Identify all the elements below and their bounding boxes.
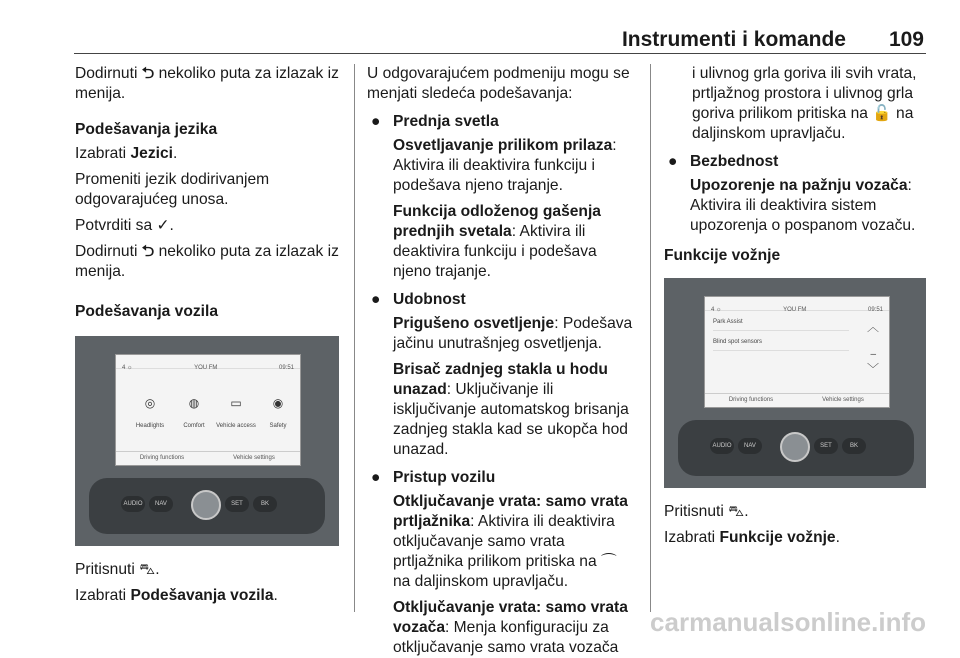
set-button[interactable]: SET [814, 438, 838, 454]
language-settings-heading: Podešavanja jezika [75, 121, 218, 138]
page-number: 109 [888, 28, 924, 51]
volume-knob[interactable] [191, 490, 221, 520]
language-change-text: Promeniti jezik dodirivanjem odgovarajućeg unosa. [75, 171, 270, 208]
watermark: carmanualsonline.info [650, 607, 926, 637]
bullet-safety: ● Bezbednost Upozorenje na pažnju vozača: Aktivira ili deaktivira sistem upozorenja o pospanom vozaču. [668, 153, 916, 234]
column-3 [664, 64, 930, 558]
exit-menu-text-2: Dodirnuti ⮌ nekoliko puta za izlazak iz menija. [75, 243, 339, 280]
select-vehicle-settings-text: Izabrati Podešavanja vozila. [75, 587, 278, 604]
bk-button[interactable]: BK [253, 496, 277, 512]
column-divider-2 [650, 64, 651, 612]
trunk-key-icon: ⌒ [601, 553, 617, 570]
tab-driving-functions[interactable]: Driving functions [728, 397, 774, 403]
tab-driving-functions[interactable]: Driving functions [139, 455, 185, 461]
exit-menu-text: Dodirnuti ⮌ nekoliko puta za izlazak iz menija. [75, 65, 339, 102]
scroll-indicator: – [870, 349, 876, 360]
touch-screen: 4 ☼ YOU FM 09:51 Park Assist Blind spot sensors ︿ – ﹀ Driving functions Vehicle settings [704, 296, 890, 408]
column-2 [367, 64, 637, 658]
nav-button[interactable]: NAV [738, 438, 762, 454]
list-item-park-assist[interactable]: Park Assist [713, 313, 849, 331]
chapter-title: Instrumenti i komande [621, 28, 846, 51]
volume-knob[interactable] [780, 432, 810, 462]
page-header [74, 26, 926, 54]
comfort-icon[interactable]: ◍ Comfort [183, 396, 205, 429]
car-settings-icon: ⛍ [728, 503, 745, 520]
chevron-down-icon[interactable]: ﹀ [866, 362, 879, 376]
bullet-headlights: ● Prednja svetla Osvetljavanje prilikom prilaza: Aktivira ili deaktivira funkciju i podešava njeno trajanje. Funkcija odloženog gašenja prednjih svetala: Aktivira ili deaktivira funkciju i podešava njeno trajanje. [371, 113, 617, 280]
tab-vehicle-settings[interactable]: Vehicle settings [233, 455, 275, 461]
audio-button[interactable]: AUDIO [710, 438, 734, 454]
press-settings-text: Pritisnuti ⛍. [75, 561, 160, 578]
car-settings-icon: ⛍ [139, 561, 156, 578]
nav-button[interactable]: NAV [149, 496, 173, 512]
set-button[interactable]: SET [225, 496, 249, 512]
driving-functions-heading: Funkcije vožnje [664, 247, 781, 264]
bullet-comfort: ● Udobnost Prigušeno osvetljenje: Podešava jačinu unutrašnjeg osvetljenja. Brisač zadnjeg stakla u hodu unazad: Uključivanje ili isključivanje automatskog brisanja zadnjeg stakla kad se ukopča hod unazad. [371, 291, 633, 458]
language-select-text: Izabrati Jezici. [75, 145, 178, 162]
submenu-intro: U odgovarajućem podmeniju mogu se menjati sledeća podešavanja: [367, 65, 630, 102]
tab-vehicle-settings[interactable]: Vehicle settings [822, 397, 864, 403]
touch-screen: 4 ☼ YOU FM 09:51 ◎ Headlights ◍ Comfort ▭ Vehicle access ◉ Safety Driving functions Vehicle settings [115, 354, 301, 466]
unlock-key-icon: 🔓 [872, 105, 892, 122]
vehicle-settings-heading: Podešavanja vozila [75, 303, 219, 320]
checkmark-icon: ✓ [156, 217, 170, 234]
bk-button[interactable]: BK [842, 438, 866, 454]
back-arrow-icon: ⮌ [141, 243, 155, 260]
press-settings-text: Pritisnuti ⛍. [664, 503, 749, 520]
column-divider-1 [354, 64, 355, 612]
column-1 [75, 64, 343, 616]
headlights-icon[interactable]: ◎ Headlights [135, 396, 165, 429]
bullet-vehicle-access: ● Pristup vozilu Otključavanje vrata: samo vrata prtljažnika: Aktivira ili deaktivira otključavanje samo vrata prtljažnika prilikom pritiska na ⌒ na daljinskom upravljaču. Otključavanje vrata: samo vrata vozača: Menja konfiguraciju za otključavanje samo vrata vozača [371, 469, 628, 656]
back-arrow-icon: ⮌ [141, 65, 155, 82]
select-driving-functions-text: Izabrati Funkcije vožnje. [664, 529, 840, 546]
vehicle-access-icon[interactable]: ▭ Vehicle access [216, 396, 256, 429]
confirm-text: Potvrditi sa ✓. [75, 217, 174, 234]
audio-button[interactable]: AUDIO [121, 496, 145, 512]
driving-functions-screenshot [664, 278, 926, 488]
vehicle-settings-screenshot [75, 336, 339, 546]
door-unlock-continued: i ulivnog grla goriva ili svih vrata, prtljažnog prostora i ulivnog grla goriva prilikom pritiska na 🔓 na daljinskom upravljaču. [692, 65, 917, 142]
safety-icon[interactable]: ◉ Safety [269, 396, 287, 429]
chevron-up-icon[interactable]: ︿ [866, 320, 879, 334]
list-item-blind-spot-sensors[interactable]: Blind spot sensors [713, 333, 849, 351]
